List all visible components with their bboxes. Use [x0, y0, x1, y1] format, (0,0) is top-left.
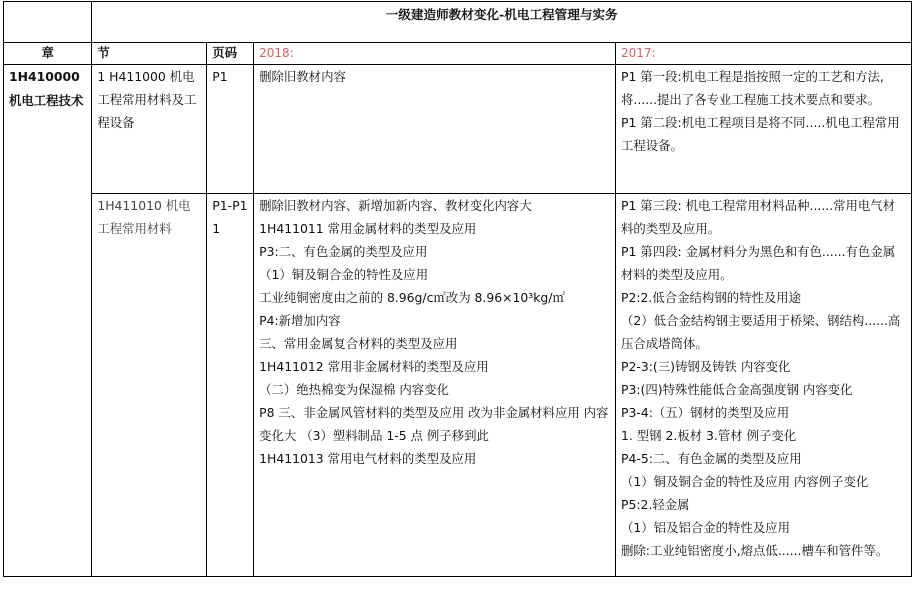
content-2017-cell: [616, 65, 912, 194]
content-line: P3-4:（五）钢材的类型及应用: [621, 405, 790, 420]
page-title: 一级建造师教材变化-机电工程管理与实务: [92, 2, 912, 43]
chapter-cell: 1H410000 机电工程技术: [4, 65, 92, 577]
content-line: （2）低合金结构钢主要适用于桥梁、钢结构......高压合成塔筒体。: [621, 313, 901, 351]
content-line: P3:(四)特殊性能低合金高强度钢 内容变化: [621, 382, 853, 397]
page-cell: P1-P11: [207, 194, 254, 577]
title-blank-cell: [4, 2, 92, 43]
change-line: （1）铜及铜合金的特性及应用: [259, 267, 429, 282]
year-2017-label: 2017:: [621, 46, 656, 60]
change-line: 删除旧教材内容、新增加新内容、教材变化内容大: [259, 198, 532, 213]
change-line: P3:二、有色金属的类型及应用: [259, 244, 428, 259]
content-line: P4-5:二、有色金属的类型及应用: [621, 451, 802, 466]
change-line: 1H411013 常用电气材料的类型及应用: [259, 451, 477, 466]
change-line: 1H411011 常用金属材料的类型及应用: [259, 221, 477, 236]
changes-table: [3, 1, 912, 577]
changes-2018-cell: [254, 65, 616, 194]
content-line: 删除:工业纯铝密度小,熔点低......槽车和管件等。: [621, 543, 889, 558]
content-line: P2:2.低合金结构钢的特性及用途: [621, 290, 802, 305]
table-row: [4, 194, 912, 577]
page-cell: P1: [207, 65, 254, 194]
section-cell: 1H411010 机电工程常用材料: [92, 194, 207, 577]
change-line: （二）绝热棉变为保湿棉 内容变化: [259, 382, 449, 397]
change-line: 删除旧教材内容: [259, 69, 346, 84]
content-line: P1 第三段: 机电工程常用材料品种......常用电气材料的类型及应用。: [621, 198, 896, 236]
change-line: 工业纯铜密度由之前的 8.96g/c㎡改为 8.96×10³kg/㎡: [259, 290, 565, 305]
content-line: P1 第四段: 金属材料分为黑色和有色......有色金属材料的类型及应用。: [621, 244, 896, 282]
table-row: [4, 65, 912, 194]
header-chapter: 章: [4, 43, 92, 65]
content-2017-cell: [616, 194, 912, 577]
header-2018: [254, 43, 616, 65]
section-cell: 1 H411000 机电工程常用材料及工程设备: [92, 65, 207, 194]
content-line: P2-3:(三)铸钢及铸铁 内容变化: [621, 359, 791, 374]
year-2018-label: 2018:: [259, 46, 294, 60]
content-line: P1 第二段:机电工程项目是将不同.....机电工程常用工程设备。: [621, 115, 900, 153]
header-2017: [616, 43, 912, 65]
header-section: 节: [92, 43, 207, 65]
content-line: P5:2.轻金属: [621, 497, 690, 512]
content-line: （1）铜及铜合金的特性及应用 内容例子变化: [621, 474, 869, 489]
change-line: P8 三、非金属风管材料的类型及应用 改为非金属材料应用 内容变化大 （3）塑料制品 1-5 点 例子移到此: [259, 405, 609, 443]
title-row: [4, 2, 912, 43]
change-line: P4:新增加内容: [259, 313, 341, 328]
change-line: 三、常用金属复合材料的类型及应用: [259, 336, 458, 351]
change-line: 1H411012 常用非金属材料的类型及应用: [259, 359, 489, 374]
changes-2018-cell: [254, 194, 616, 577]
content-line: P1 第一段:机电工程是指按照一定的工艺和方法,将......提出了各专业工程施工技术要点和要求。: [621, 69, 884, 107]
header-row: [4, 43, 912, 65]
content-line: （1）铝及铝合金的特性及应用: [621, 520, 790, 535]
header-page: 页码: [207, 43, 254, 65]
content-line: 1. 型钢 2.板材 3.管材 例子变化: [621, 428, 797, 443]
